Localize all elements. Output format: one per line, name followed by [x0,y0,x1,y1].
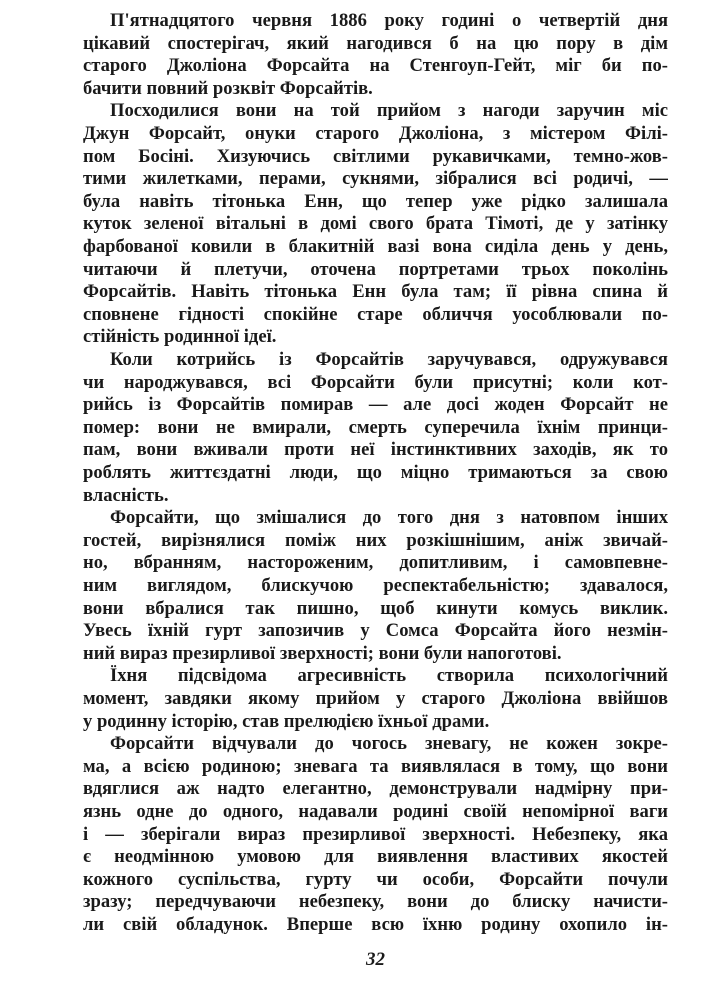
text-line: вдяглися аж надто елегантно, демонстрували надмірну при- [83,778,668,800]
text-line: Форсайти відчували до чогось зневагу, не кожен зокре- [110,733,668,755]
text-line: бачити повний розквіт Форсайтів. [83,77,373,99]
text-line: вони вбралися так пишно, щоб кинути комусь виклик. [83,597,668,619]
text-line: Джун Форсайт, онуки старого Джоліона, з містером Філі- [83,123,668,144]
text-line: Коли котрийсь із Форсайтів заручувався, одружувався [110,349,668,370]
text-line: куток зеленої вітальні в домі свого брата Тімоті, де у затінку [83,213,668,235]
page-number: 32 [366,948,385,970]
text-line: фарбованої ковили в блакитній вазі вона сиділа день у день, [83,236,668,257]
text-line: пом Босіні. Хизуючись світлими рукавичками, темно-жов- [83,145,668,167]
text-line: пам, вони вживали проти неї інстинктивних заходів, як то [83,439,668,461]
text-line: читаючи й плетучи, оточена портретами трьох поколінь [83,258,668,280]
text-line: сповнене гідності спокійне старе обличчя уособлювали по- [83,303,668,325]
text-line: власність. [83,484,169,506]
text-line: стійність родинної ідеї. [83,326,277,348]
text-line: Форсайти, що змішалися до того дня з натовпом інших [110,507,668,529]
text-line: Їхня підсвідома агресивність створила психологічний [110,665,668,687]
text-line: Посходилися вони на той прийом з нагоди заручин міс [110,100,668,122]
text-line: но, вбранням, настороженим, допитливим, і самовпевне- [83,552,668,574]
text-line: роблять життєздатні люди, що міцно тримаються за свою [83,462,668,483]
text-line: рийсь із Форсайтів помирав — але досі жоден Форсайт не [83,394,668,416]
text-line: ний вираз презирливої зверхності; вони були напоготові. [83,642,562,664]
text-line: ним виглядом, блискучою респектабельністю; здавалося, [83,575,668,596]
text-line: гостей, вирізнялися поміж них розкішнішим, аніж звичай- [83,529,668,551]
text-line: цікавий спостерігач, який нагодився б на цю пору в дім [83,32,668,54]
text-line: тими жилетками, перами, сукнями, зібралися всі родичі, — [83,168,668,190]
text-line: старого Джоліона Форсайта на Стенгоуп-Гейт, міг би по- [83,55,668,77]
text-line: і — зберігали вираз презирливої зверхності. Небезпеку, яка [83,823,668,845]
text-line: у родинну історію, став прелюдією їхньої драми. [83,710,490,732]
text-line: зразу; передчуваючи небезпеку, вони до блиску начисти- [83,891,668,913]
text-line: Форсайтів. Навіть тітонька Енн була там; її рівна спина й [83,281,668,303]
text-line: чи народжувався, всі Форсайти були присутні; коли кот- [83,371,668,393]
book-page [83,0,668,1000]
text-line: ли свій обладунок. Вперше всю їхню родину охопило ін- [83,914,668,935]
text-line: П'ятнадцятого червня 1886 року годині о четвертій дня [110,10,668,31]
text-line: кожного суспільства, гурту чи особи, Форсайти почули [83,868,668,890]
text-line: була навіть тітонька Енн, що тепер уже рідко залишала [83,190,668,212]
text-line: ма, а всією родиною; зневага та виявлялася в тому, що вони [83,755,668,777]
text-line: язнь одне до одного, надавали родині своїй непомірної ваги [83,801,668,822]
text-line: помер: вони не вмирали, смерть суперечила їхнім принци- [83,416,668,438]
text-line: є неодмінною умовою для виявлення властивих якостей [83,846,668,868]
text-line: Увесь їхній гурт запозичив у Сомса Форсайта його незмін- [83,620,668,642]
text-line: момент, завдяки якому прийом у старого Джоліона ввійшов [83,688,668,709]
